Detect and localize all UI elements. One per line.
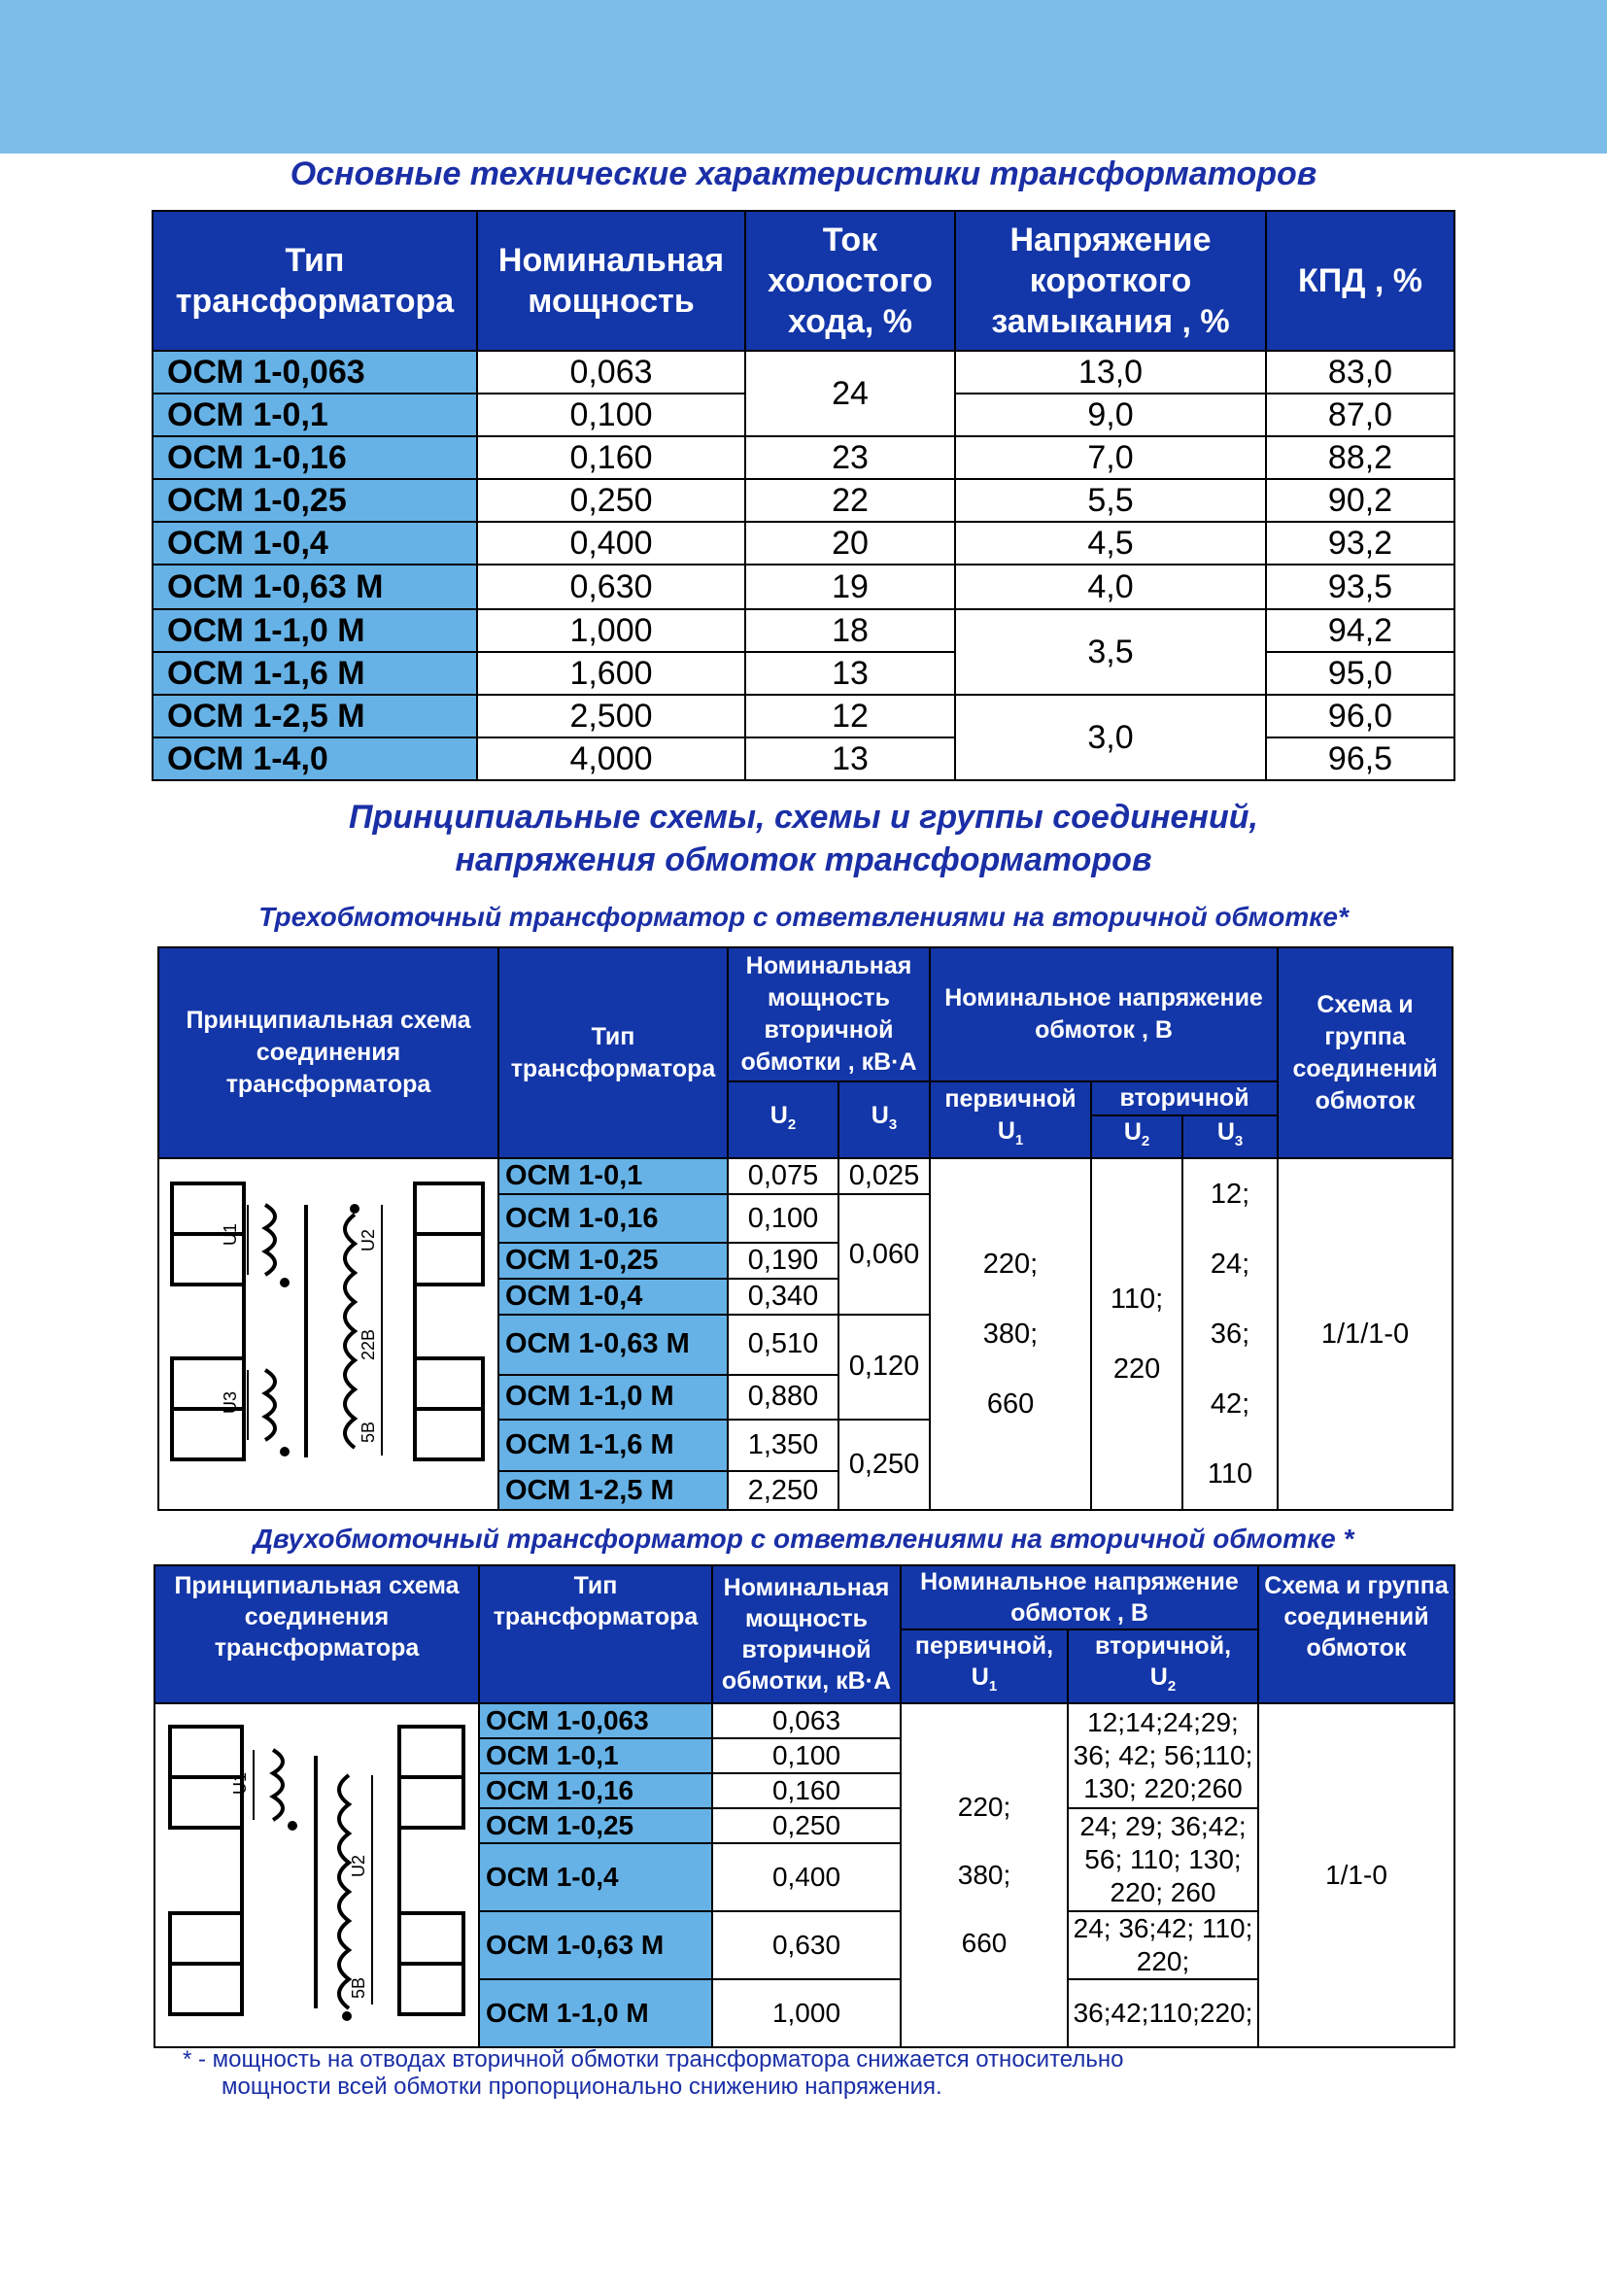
eff-cell: 95,0 — [1266, 652, 1454, 695]
header-type: Тип трансформатора — [479, 1565, 712, 1703]
u2-power-cell: 0,100 — [728, 1194, 838, 1243]
current-cell: 24 — [745, 351, 955, 436]
table-row — [153, 609, 1454, 652]
type-cell: ОСМ 1-0,16 — [479, 1773, 712, 1808]
u2-power-cell: 1,350 — [728, 1420, 838, 1471]
power-cell: 0,400 — [477, 522, 745, 565]
table-row — [153, 695, 1454, 737]
current-cell: 18 — [745, 609, 955, 652]
header-group: Схема и группа соединений обмоток — [1278, 947, 1453, 1158]
u2-power-cell: 2,250 — [728, 1471, 838, 1510]
power-cell: 2,500 — [477, 695, 745, 737]
footnote-line2: мощности всей обмотки пропорционально снижению напряжения. — [222, 2073, 942, 2100]
type-cell: ОСМ 1-0,63 М — [479, 1911, 712, 1979]
secondary-voltage-cell: 24; 36;42; 110; 220; — [1068, 1911, 1258, 1979]
header-scheme: Принципиальная схема соединения трансформатора — [154, 1565, 479, 1703]
label-22v: 22В — [359, 1328, 378, 1360]
header-current: Ток холостого хода, % — [745, 211, 955, 351]
main-title: Основные технические характеристики трансформаторов — [290, 155, 1317, 192]
voltage-cell: 9,0 — [955, 394, 1266, 436]
type-cell: ОСМ 1-0,4 — [479, 1843, 712, 1911]
type-cell: ОСМ 1-0,25 — [498, 1243, 728, 1279]
u2-power-cell: 0,190 — [728, 1243, 838, 1279]
current-cell: 20 — [745, 522, 955, 565]
power-cell: 0,160 — [712, 1773, 901, 1808]
schemes-title-line2: напряжения обмоток трансформаторов — [455, 841, 1152, 878]
current-cell: 12 — [745, 695, 955, 737]
eff-cell: 83,0 — [1266, 351, 1454, 394]
u2-power-cell: 0,880 — [728, 1375, 838, 1420]
type-cell: ОСМ 1-0,63 М — [498, 1315, 728, 1374]
eff-cell: 93,5 — [1266, 565, 1454, 609]
label-u2: U2 — [359, 1228, 378, 1251]
u2-power-cell: 0,510 — [728, 1315, 838, 1374]
table-row — [153, 479, 1454, 522]
type-cell: ОСМ 1-1,6 М — [498, 1420, 728, 1471]
eff-cell: 96,0 — [1266, 695, 1454, 737]
primary-voltage-cell: 220; 380; 660 — [901, 1703, 1068, 2047]
table-row — [158, 1158, 1453, 1194]
power-cell: 0,100 — [712, 1738, 901, 1773]
two-winding-diagram — [154, 1703, 479, 2047]
type-cell: ОСМ 1-0,16 — [498, 1194, 728, 1243]
table-row — [153, 522, 1454, 565]
header-type: Тип трансформатора — [498, 947, 728, 1158]
eff-cell: 90,2 — [1266, 479, 1454, 522]
u3-power-cell: 0,025 — [838, 1158, 930, 1194]
type-cell: ОСМ 1-0,16 — [153, 436, 477, 479]
header-power: Номинальная мощность — [477, 211, 745, 351]
power-cell: 0,063 — [712, 1703, 901, 1738]
table-row — [153, 351, 1454, 394]
primary-voltage-cell: 220; 380; 660 — [930, 1158, 1091, 1510]
eff-cell: 93,2 — [1266, 522, 1454, 565]
table-row — [153, 436, 1454, 479]
two-winding-diagram-svg — [156, 1707, 477, 2038]
header-scheme: Принципиальная схема соединения трансформатора — [158, 947, 498, 1158]
label-u1: U1 — [221, 1222, 240, 1246]
type-cell: ОСМ 1-0,25 — [479, 1808, 712, 1843]
eff-cell: 87,0 — [1266, 394, 1454, 436]
voltage-cell: 13,0 — [955, 351, 1266, 394]
secondary-u3-cell: 12; 24; 36; 42; 110 — [1182, 1158, 1278, 1510]
header-voltage: Номинальное напряжение обмоток , В — [901, 1565, 1258, 1629]
voltage-cell: 7,0 — [955, 436, 1266, 479]
power-cell: 0,250 — [712, 1808, 901, 1843]
header-secondary: вторичной, $U_2$ — [1068, 1629, 1258, 1703]
header-power: Номинальная мощность вторичной обмотки , кВ·А — [728, 947, 930, 1081]
current-cell: 19 — [745, 565, 955, 609]
three-winding-title: Трехобмоточный трансформатор с ответвлениями на вторичной обмотке* — [258, 902, 1349, 932]
header-group: Схема и группа соединений обмоток — [1258, 1565, 1454, 1703]
power-cell: 1,600 — [477, 652, 745, 695]
header-primary: первичной, $U_1$ — [901, 1629, 1068, 1703]
type-cell: ОСМ 1-0,25 — [153, 479, 477, 522]
voltage-cell: 3,0 — [955, 695, 1266, 780]
three-winding-diagram — [158, 1158, 498, 1510]
u2-power-cell: 0,340 — [728, 1279, 838, 1315]
label-5v: 5В — [359, 1421, 378, 1443]
footnote — [183, 2046, 1123, 2101]
secondary-voltage-cell: 36;42;110;220; — [1068, 1979, 1258, 2047]
type-cell: ОСМ 1-0,63 М — [153, 565, 477, 609]
type-cell: ОСМ 1-1,6 М — [153, 652, 477, 695]
table-row — [153, 565, 1454, 609]
group-cell: 1/1/1-0 — [1278, 1158, 1453, 1510]
type-cell: ОСМ 1-0,063 — [153, 351, 477, 394]
two-winding-table — [154, 1564, 1455, 2048]
header-primary: первичной $U_1$ — [930, 1081, 1091, 1158]
header-u2: $U_2$ — [728, 1081, 838, 1158]
type-cell: ОСМ 1-1,0 М — [498, 1375, 728, 1420]
power-cell: 0,100 — [477, 394, 745, 436]
type-cell: ОСМ 1-0,4 — [153, 522, 477, 565]
label-5v: 5В — [349, 1976, 368, 1999]
label-u3: U3 — [221, 1390, 240, 1414]
current-cell: 13 — [745, 737, 955, 780]
type-cell: ОСМ 1-0,1 — [479, 1738, 712, 1773]
type-cell: ОСМ 1-1,0 М — [479, 1979, 712, 2047]
power-cell: 0,630 — [712, 1911, 901, 1979]
footnote-line1: * - мощность на отводах вторичной обмотки трансформатора снижается относительно — [183, 2046, 1124, 2073]
table-row — [154, 1703, 1454, 1738]
label-u1: U1 — [230, 1771, 250, 1795]
power-cell: 0,160 — [477, 436, 745, 479]
three-winding-diagram-svg — [160, 1176, 496, 1485]
header-voltage: Напряжение короткого замыкания , % — [955, 211, 1266, 351]
voltage-cell: 3,5 — [955, 609, 1266, 695]
eff-cell: 96,5 — [1266, 737, 1454, 780]
u2-power-cell: 0,075 — [728, 1158, 838, 1194]
label-u2: U2 — [349, 1854, 368, 1877]
type-cell: ОСМ 1-0,1 — [153, 394, 477, 436]
type-cell: ОСМ 1-1,0 М — [153, 609, 477, 652]
header-type: Тип трансформатора — [153, 211, 477, 351]
two-winding-title: Двухобмоточный трансформатор с ответвлениями на вторичной обмотке * — [253, 1524, 1354, 1554]
schemes-title-line1: Принципиальные схемы, схемы и группы соединений, — [349, 799, 1258, 836]
characteristics-table — [152, 210, 1455, 781]
power-cell: 1,000 — [712, 1979, 901, 2047]
group-cell: 1/1-0 — [1258, 1703, 1454, 2047]
header-power: Номинальная мощность вторичной обмотки, кВ·А — [712, 1565, 901, 1703]
power-cell: 1,000 — [477, 609, 745, 652]
power-cell: 0,063 — [477, 351, 745, 394]
voltage-cell: 4,0 — [955, 565, 1266, 609]
current-cell: 13 — [745, 652, 955, 695]
header-efficiency: КПД , % — [1266, 211, 1454, 351]
u3-power-cell: 0,250 — [838, 1420, 930, 1510]
type-cell: ОСМ 1-2,5 М — [498, 1471, 728, 1510]
top-color-band — [0, 0, 1607, 154]
power-cell: 0,400 — [712, 1843, 901, 1911]
current-cell: 22 — [745, 479, 955, 522]
power-cell: 4,000 — [477, 737, 745, 780]
voltage-cell: 5,5 — [955, 479, 1266, 522]
power-cell: 0,630 — [477, 565, 745, 609]
type-cell: ОСМ 1-0,1 — [498, 1158, 728, 1194]
three-winding-table — [157, 946, 1453, 1511]
voltage-cell: 4,5 — [955, 522, 1266, 565]
secondary-voltage-cell: 12;14;24;29; 36; 42; 56;110; 130; 220;260 — [1068, 1703, 1258, 1808]
power-cell: 0,250 — [477, 479, 745, 522]
secondary-voltage-cell: 24; 29; 36;42; 56; 110; 130; 220; 260 — [1068, 1808, 1258, 1911]
type-cell: ОСМ 1-0,063 — [479, 1703, 712, 1738]
eff-cell: 94,2 — [1266, 609, 1454, 652]
type-cell: ОСМ 1-2,5 М — [153, 695, 477, 737]
u3-power-cell: 0,060 — [838, 1194, 930, 1315]
type-cell: ОСМ 1-0,4 — [498, 1279, 728, 1315]
header-secondary: вторичной $U_2$ $U_3$ — [1091, 1081, 1278, 1158]
current-cell: 23 — [745, 436, 955, 479]
u3-power-cell: 0,120 — [838, 1315, 930, 1419]
secondary-u2-cell: 110; 220 — [1091, 1158, 1182, 1510]
header-voltage: Номинальное напряжение обмоток , В — [930, 947, 1278, 1081]
eff-cell: 88,2 — [1266, 436, 1454, 479]
type-cell: ОСМ 1-4,0 — [153, 737, 477, 780]
header-u3: $U_3$ — [838, 1081, 930, 1158]
